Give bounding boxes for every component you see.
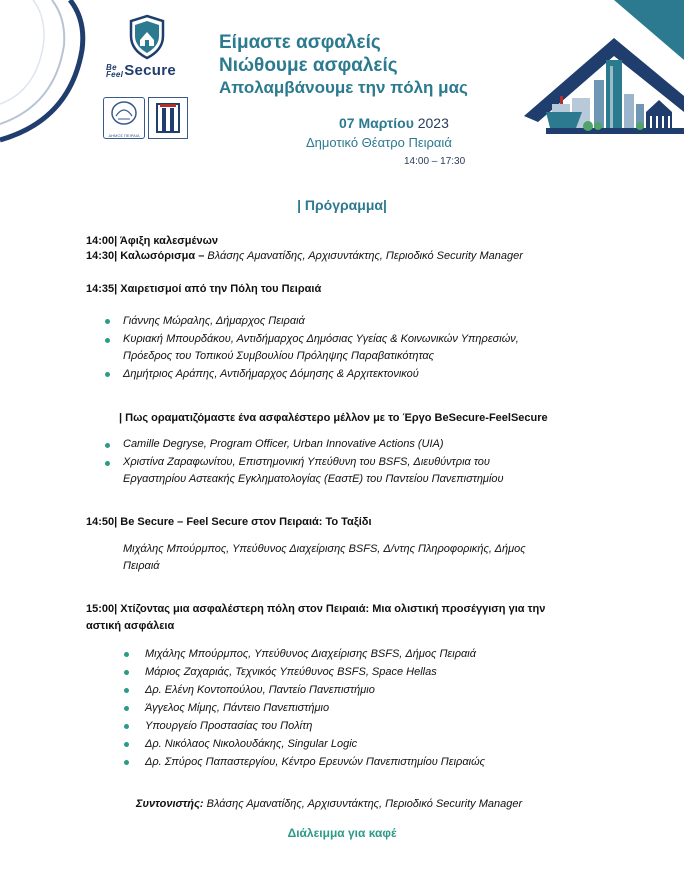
session-vision: | Πως οραματιζόμαστε ένα ασφαλέστερο μέλλον με το Έργο BeSecure-FeelSecure: [119, 412, 548, 424]
list-item: Δρ. Νικόλαος Νικολουδάκης, Singular Logic: [145, 738, 358, 750]
title-line-1: Είμαστε ασφαλείς: [219, 32, 381, 53]
list-item: Μάριος Ζαχαριάς, Τεχνικός Υπεύθυνος BSFS, Space Hellas: [145, 666, 437, 678]
coffee-break: Διάλειμμα για καφέ: [287, 826, 397, 840]
bullet-icon: [124, 760, 129, 765]
bullet-icon: [105, 372, 110, 377]
shield-logo-icon: [128, 14, 166, 60]
event-times: 14:00 – 17:30: [404, 156, 466, 167]
session-arrival: 14:00| Άφιξη καλεσμένων: [86, 235, 219, 247]
list-item-continuation: Πρόεδρος του Τοπικού Συμβουλίου Πρόληψης Παραβατικότητας: [123, 350, 435, 362]
list-item: Γιάννης Μώραλης, Δήμαρχος Πειραιά: [123, 315, 305, 327]
municipality-logo: [103, 97, 145, 139]
bullet-icon: [105, 319, 110, 324]
list-item: Camille Degryse, Program Officer, Urban Innovative Actions (UIA): [123, 438, 444, 450]
list-item: Χριστίνα Ζαραφωνίτου, Επιστημονική Υπεύθυνη του BSFS, Διευθύντρια του: [123, 456, 490, 468]
city-house-illustration: [510, 0, 684, 178]
bullet-icon: [124, 724, 129, 729]
speaker-line: Μιχάλης Μπούρμπος, Υπεύθυνος Διαχείρισης BSFS, Δ/ντης Πληροφορικής, Δήμος: [123, 543, 526, 555]
title-line-3: Απολαμβάνουμε την πόλη μας: [219, 78, 468, 97]
bullet-icon: [124, 652, 129, 657]
bullet-icon: [124, 670, 129, 675]
session-welcome: 14:30| Καλωσόρισμα – Βλάσης Αμανατίδης, Αρχισυντάκτης, Περιοδικό Security Manager: [86, 250, 523, 262]
session-journey: 14:50| Be Secure – Feel Secure στον Πειραιά: Το Ταξίδι: [86, 516, 372, 528]
list-item: Άγγελος Μίμης, Πάντειο Πανεπιστήμιο: [145, 702, 330, 714]
bullet-icon: [105, 461, 110, 466]
besecure-logo-text: Be FeelSecure: [106, 62, 177, 80]
session-greetings: 14:35| Χαιρετισμοί από την Πόλη του Πειραιά: [86, 283, 322, 295]
list-item: Κυριακή Μπουρδάκου, Αντιδήμαρχος Δημόσιας Υγείας & Κοινωνικών Υπηρεσιών,: [123, 333, 519, 345]
decorative-arc-graphic: [0, 0, 110, 180]
speaker-line-continuation: Πειραιά: [123, 560, 160, 572]
list-item: Δρ. Σπύρος Παπαστεργίου, Κέντρο Ερευνών Πανεπιστημίου Πειραιώς: [145, 756, 485, 768]
event-date: 07 Μαρτίου 2023: [339, 115, 449, 131]
piraeus-logo: [148, 97, 188, 139]
event-venue: Δημοτικό Θέατρο Πειραιά: [306, 135, 452, 150]
bullet-icon: [124, 688, 129, 693]
bullet-icon: [105, 338, 110, 343]
list-item: Μιχάλης Μπούρμπος, Υπεύθυνος Διαχείρισης BSFS, Δήμος Πειραιά: [145, 648, 476, 660]
title-line-2: Νιώθουμε ασφαλείς: [219, 55, 398, 76]
municipality-emblem-icon: [104, 98, 144, 128]
moderator-line: Συντονιστής: Βλάσης Αμανατίδης, Αρχισυντάκτης, Περιοδικό Security Manager: [136, 798, 523, 810]
bullet-icon: [105, 443, 110, 448]
municipality-name: ΔΗΜΟΣ ΠΕΙΡΑΙΑ: [108, 133, 140, 138]
bullet-icon: [124, 742, 129, 747]
session-safer-city-continuation: αστική ασφάλεια: [86, 620, 175, 632]
piraeus-emblem-icon: [149, 98, 187, 138]
session-safer-city: 15:00| Χτίζοντας μια ασφαλέστερη πόλη στον Πειραιά: Μια ολιστική προσέγγιση για την: [86, 603, 546, 615]
list-item: Δρ. Ελένη Κοντοπούλου, Παντείο Πανεπιστήμιο: [145, 684, 375, 696]
bullet-icon: [124, 706, 129, 711]
list-item: Δημήτριος Αράπης, Αντιδήμαρχος Δόμησης & Αρχιτεκτονικού: [123, 368, 419, 380]
list-item-continuation: Εργαστηρίου Αστεακής Εγκληματολογίας (ΕαστΕ) του Παντείου Πανεπιστημίου: [123, 473, 504, 485]
list-item: Υπουργείο Προστασίας του Πολίτη: [145, 720, 313, 732]
program-heading: | Πρόγραμμα|: [297, 197, 387, 213]
